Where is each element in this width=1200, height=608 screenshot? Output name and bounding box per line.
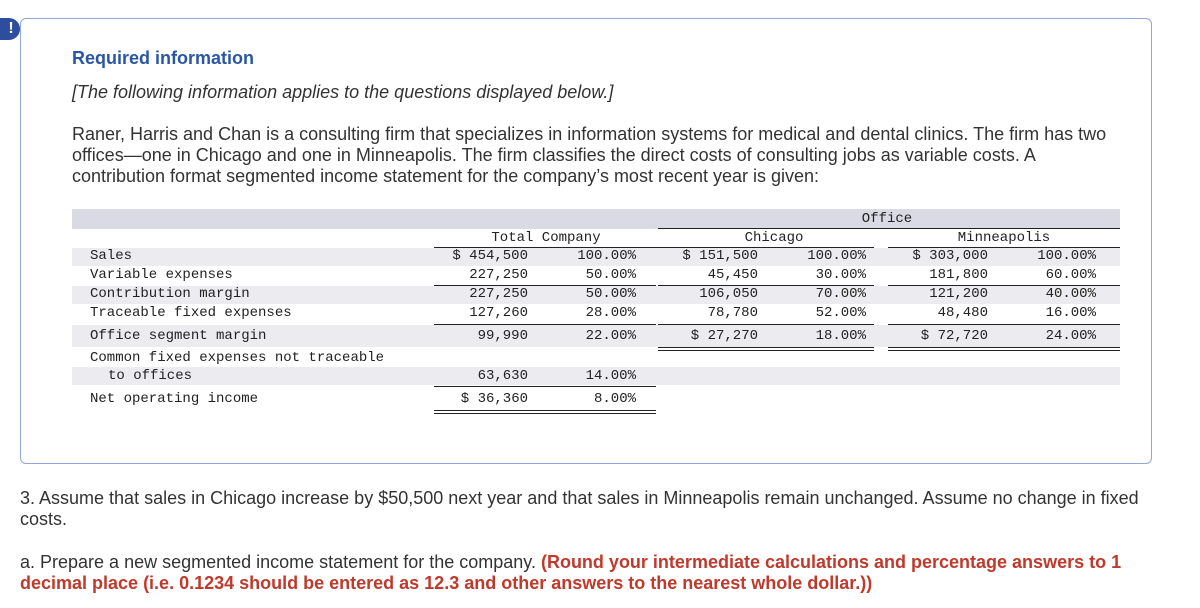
row-label-cm: Contribution margin (90, 286, 250, 302)
cm-chicago-pct: 70.00% (815, 286, 866, 302)
cm-total-pct: 50.00% (585, 286, 636, 302)
row-label-sales: Sales (90, 248, 133, 264)
segment-margin-chicago-pct: 18.00% (815, 328, 866, 344)
segmented-income-statement (72, 209, 1120, 415)
segment-margin-minneapolis: $ 72,720 (920, 328, 988, 344)
alert-icon: ! (0, 18, 20, 40)
sales-minneapolis: $ 303,000 (912, 248, 988, 264)
traceable-chicago-pct: 52.00% (815, 305, 866, 321)
rule-double-chicago-2 (658, 350, 874, 351)
cm-minneapolis: 121,200 (929, 286, 988, 302)
applies-note: [The following information applies to the questions displayed below.] (72, 82, 614, 102)
rule-double-total-2 (434, 413, 656, 414)
office-header-rule (658, 228, 1120, 229)
variable-total-pct: 50.00% (585, 267, 636, 283)
sales-minneapolis-pct: 100.00% (1037, 248, 1096, 264)
header-band (72, 209, 1120, 229)
variable-chicago: 45,450 (707, 267, 758, 283)
sales-chicago-pct: 100.00% (807, 248, 866, 264)
cm-chicago: 106,050 (699, 286, 758, 302)
sales-chicago: $ 151,500 (682, 248, 758, 264)
question-3a-prefix: a. Prepare a new segmented income statement for the company. (20, 552, 541, 572)
row-label-common-cont: to offices (108, 368, 193, 384)
net-income-total: $ 36,360 (460, 391, 528, 407)
sales-total: $ 454,500 (452, 248, 528, 264)
row-label-segment-margin: Office segment margin (90, 328, 267, 344)
rounding-note: (Round your intermediate calculations and percentage answers to 1 decimal place (i.e. 0.1234 should be entered as 12.3 and other answers to the nearest whole dollar.)) (20, 552, 1122, 593)
row-label-net-income: Net operating income (90, 391, 259, 407)
question-3: 3. Assume that sales in Chicago increase by $50,500 next year and that sales in Minneapolis remain unchanged. Assume no change in fixed costs. (20, 488, 1139, 529)
segment-margin-minneapolis-pct: 24.00% (1045, 328, 1096, 344)
net-income-total-pct: 8.00% (593, 391, 636, 407)
variable-minneapolis-pct: 60.00% (1045, 267, 1096, 283)
col-header-chicago: Chicago (744, 230, 804, 246)
segment-margin-total-pct: 22.00% (585, 328, 636, 344)
rule-after-traceable-chicago (658, 324, 874, 325)
traceable-chicago: 78,780 (707, 305, 758, 321)
cm-total: 227,250 (469, 286, 528, 302)
col-header-minneapolis: Minneapolis (957, 230, 1051, 246)
row-label-traceable: Traceable fixed expenses (90, 305, 292, 321)
cm-minneapolis-pct: 40.00% (1045, 286, 1096, 302)
required-info-title: Required information (72, 48, 255, 68)
common-total-pct: 14.00% (585, 368, 636, 384)
row-label-variable: Variable expenses (90, 267, 233, 283)
intro-paragraph: Raner, Harris and Chan is a consulting firm that specializes in information systems for medical and dental clinics. The firm has two offices—one in Chicago and one in Minneapolis. The firm classifies the direct costs of consulting jobs as variable costs. A contribution format segmented income statement for the company’s most recent year is given: (72, 124, 1107, 186)
variable-total: 227,250 (469, 267, 528, 283)
row-label-common: Common fixed expenses not traceable (90, 350, 385, 366)
traceable-total: 127,260 (469, 305, 528, 321)
rule-double-minneapolis-1 (888, 347, 1120, 348)
traceable-total-pct: 28.00% (585, 305, 636, 321)
sales-total-pct: 100.00% (577, 248, 636, 264)
rule-after-common-total (434, 386, 656, 387)
rule-double-total-1 (434, 410, 656, 411)
rule-double-minneapolis-2 (888, 350, 1120, 351)
traceable-minneapolis: 48,480 (937, 305, 988, 321)
rule-double-chicago-1 (658, 347, 874, 348)
variable-chicago-pct: 30.00% (815, 267, 866, 283)
question-3a (20, 552, 1170, 594)
office-group-header: Office (861, 211, 913, 227)
variable-minneapolis: 181,800 (929, 267, 988, 283)
rule-after-traceable-total (434, 324, 656, 325)
rule-after-traceable-minneapolis (888, 324, 1120, 325)
segment-margin-chicago: $ 27,270 (690, 328, 758, 344)
common-total: 63,630 (477, 368, 528, 384)
col-header-total: Total Company (491, 230, 601, 246)
segment-margin-total: 99,990 (477, 328, 528, 344)
traceable-minneapolis-pct: 16.00% (1045, 305, 1096, 321)
